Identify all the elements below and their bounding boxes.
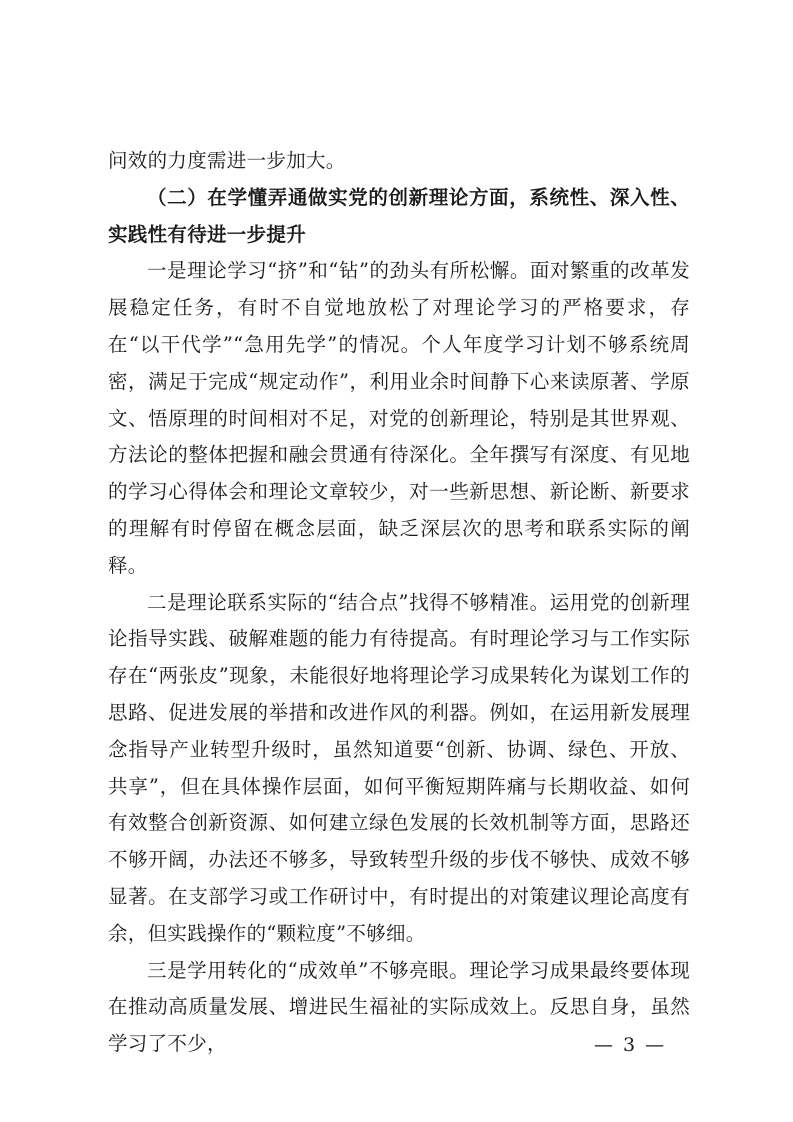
paragraph-point-3: 三是学用转化的“成效单”不够亮眼。理论学习成果最终要体现在推动高质量发展、增进民生福祉的实际成效上。反思自身，虽然学习了不少， [108, 958, 690, 1056]
page-number: — 3 — [594, 1034, 667, 1056]
document-body [108, 143, 690, 1063]
paragraph-point-1: 一是理论学习“挤”和“钻”的劲头有所松懈。面对繁重的改革发展稳定任务，有时不自觉地放松了对理论学习的严格要求，存在“以干代学”“急用先学”的情况。个人年度学习计划不够系统周密，满足于完成“规定动作”，利用业余时间静下心来读原著、学原文、悟原理的时间相对不足，对党的创新理论，特别是其世界观、方法论的整体把握和融会贯通有待深化。全年撰写有深度、有见地的学习心得体会和理论文章较少，对一些新思想、新论断、新要求的理解有时停留在概念层面，缺乏深层次的思考和联系实际的阐释。 [108, 259, 690, 577]
paragraph-continuation: 问效的力度需进一步加大。 [108, 149, 346, 172]
section-heading: （二）在学懂弄通做实党的创新理论方面，系统性、深入性、实践性有待进一步提升 [108, 185, 690, 246]
paragraph-point-2: 二是理论联系实际的“结合点”找得不够精准。运用党的创新理论指导实践、破解难题的能力有待提高。有时理论学习与工作实际存在“两张皮”现象，未能很好地将理论学习成果转化为谋划工作的思路、促进发展的举措和改进作风的利器。例如，在运用新发展理念指导产业转型升级时，虽然知道要“创新、协调、绿色、开放、共享”，但在具体操作层面，如何平衡短期阵痛与长期收益、如何有效整合创新资源、如何建立绿色发展的长效机制等方面，思路还不够开阔，办法还不够多，导致转型升级的步伐不够快、成效不够显著。在支部学习或工作研讨中，有时提出的对策建议理论高度有余，但实践操作的“颗粒度”不够细。 [108, 590, 690, 945]
